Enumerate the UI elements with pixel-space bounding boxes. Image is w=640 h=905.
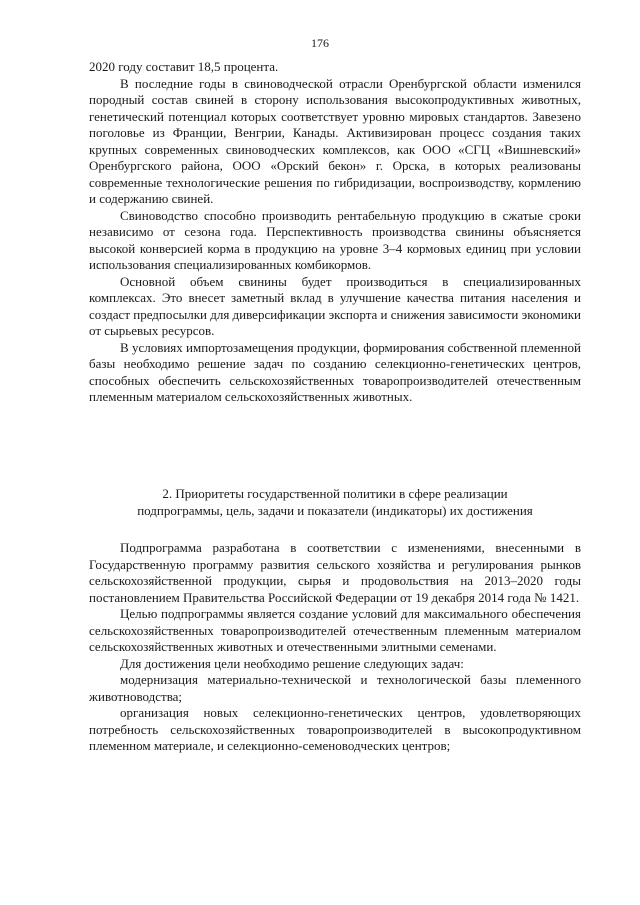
paragraph: Подпрограмма разработана в соответствии с изменениями, внесенными в Государственную программу развития сельского хозяйства и регулирования рынков сельскохозяйственной продукции, сырья и продовольствия на 2013–2020 годы постановлением Правительства Российской Федерации от 19 декабря 2014 года № 1421. — [89, 540, 581, 605]
paragraph: В последние годы в свиноводческой отрасли Оренбургской области изменился породный состав свиней в сторону использования высокопродуктивных животных, генетический потенциал которых соответствует уровню мировых стандартов. Завезено поголовье из Франции, Венгрии, Канады. Активизирован процесс создания таких крупных современных свиноводческих комплексов, как ООО «СГЦ «Вишневский» Оренбургского района, ООО «Орский бекон» г. Орска, в которых реализованы современные технологические решения по гибридизации, воспроизводству, кормлению и содержанию свиней. — [89, 75, 581, 206]
paragraph: В условиях импортозамещения продукции, формирования собственной племенной базы необходимо решение задач по созданию селекционно-генетических центров, способных обеспечить сельскохозяйственных товаропроизводителей отечественным племенным материалом сельскохозяйственных животных. — [89, 339, 581, 404]
paragraph: Основной объем свинины будет производиться в специализированных комплексах. Это внесет заметный вклад в улучшение качества питания населения и создаст предпосылки для диверсификации экспорта и снижения зависимости экономики от сырьевых ресурсов. — [89, 273, 582, 338]
section-heading — [89, 486, 581, 519]
section-heading-line: подпрограммы, цель, задачи и показатели (индикаторы) их достижения — [137, 502, 533, 518]
paragraph: Свиноводство способно производить рентабельную продукцию в сжатые сроки независимо от сезона года. Перспективность производства свинины объясняется высокой конверсией корма в продукцию на уровне 3–4 кормовых единиц при условии использования специализированных комбикормов. — [89, 207, 581, 272]
section-body — [89, 540, 581, 755]
page-number: 176 — [311, 36, 329, 50]
body-text — [89, 59, 581, 406]
section-heading-line: 2. Приоритеты государственной политики в сфере реализации — [162, 486, 508, 501]
paragraph: 2020 году составит 18,5 процента. — [89, 59, 279, 74]
paragraph: Для достижения цели необходимо решение следующих задач: — [120, 655, 464, 671]
paragraph: организация новых селекционно-генетических центров, удовлетворяющих потребность сельскохозяйственных товаропроизводителей в высокопродуктивном племенном материале, и селекционно-семеноводческих центров; — [89, 705, 581, 753]
paragraph: Целью подпрограммы является создание условий для максимального обеспечения сельскохозяйственных товаропроизводителей отечественным племенным материалом сельскохозяйственных животных и отечественными элитными семенами. — [89, 606, 581, 654]
paragraph: модернизация материально-технической и технологической базы племенного животноводства; — [89, 672, 581, 704]
